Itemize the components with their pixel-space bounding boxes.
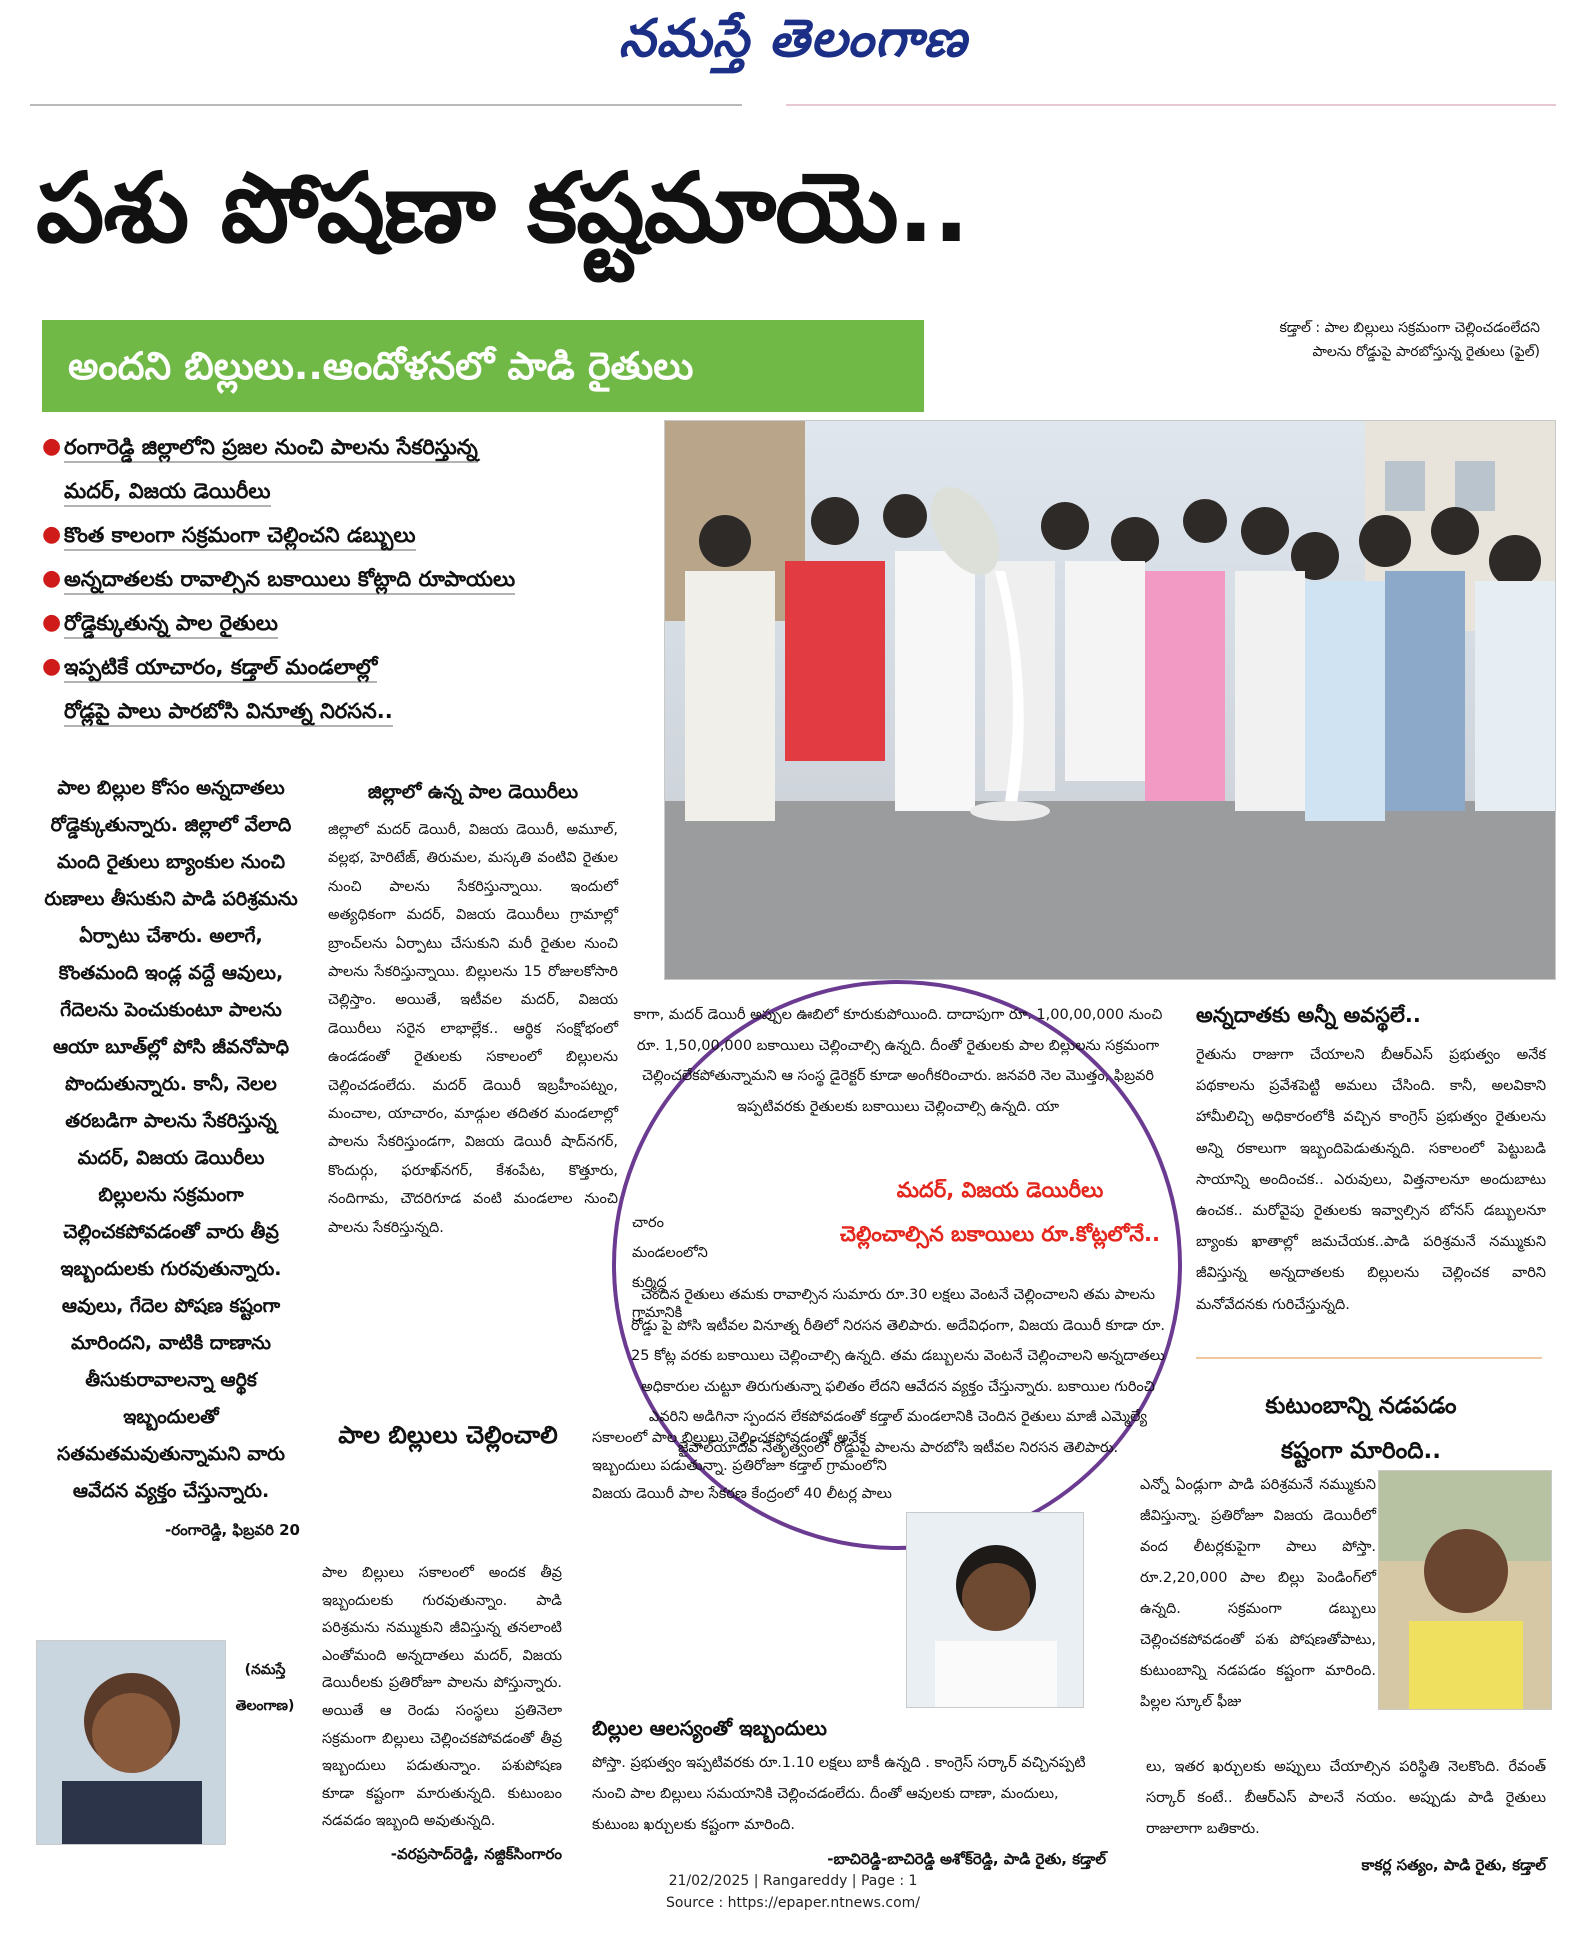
subheadline-banner: అందని బిల్లులు..ఆందోళనలో పాడి రైతులు xyxy=(42,320,924,412)
key-points-list xyxy=(42,428,652,736)
page-footer xyxy=(0,1870,1586,1914)
lead-text: పాల బిల్లుల కోసం అన్నదాతలు రోడ్డెక్కుతున్నారు. జిల్లాలో వేలాది మంది రైతులు బ్యాంకుల నుంచి రుణాలు తీసుకుని పాడి పరిశ్రమను ఏర్పాటు చేశారు. అలాగే, కొంతమంది ఇండ్ల వద్దే ఆవులు, గేదెలను పెంచుకుంటూ పాలను ఆయా బూత్‌ల్లో పోసి జీవనోపాధి పొందుతున్నారు. కానీ, నెలల తరబడిగా పాలను సేకరిస్తున్న మదర్, విజయ డెయిరీలు బిల్లులను సక్రమంగా చెల్లించకపోవడంతో వారు తీవ్ర ఇబ్బందులకు గురవుతున్నారు. ఆవులు, గేదెల పోషణ కష్టంగా మారిందని, వాటికి దాణాను తీసుకురావాలన్నా ఆర్థిక ఇబ్బందులతో సతమతమవుతున్నామని వారు ఆవేదన వ్యక్తం చేస్తున్నారు. xyxy=(44,777,298,1502)
dateline: -రంగారెడ్డి, ఫిబ్రవరి 20 xyxy=(164,1521,300,1539)
family-byline: కాకర్ల సత్యం, పాడి రైతు, కడ్తాల్ xyxy=(1361,1856,1546,1874)
masthead-rule-right xyxy=(786,104,1556,106)
bullet-icon: ● xyxy=(42,610,62,635)
key-point: ● రంగారెడ్డి జిల్లాలోని ప్రజల నుంచి పాలను సేకరిస్తున్న xyxy=(42,428,652,466)
bills-section xyxy=(320,1416,576,1476)
photo-caption-line2: పాలను రోడ్డుపై పారబోస్తున్న రైతులు (ఫైల్) xyxy=(1312,344,1540,360)
delay-text-bottom: పోస్తా. ప్రభుత్వం ఇప్పటివరకు రూ.1.10 లక్షలు బాకీ ఉన్నది . కాంగ్రెస్ సర్కార్ వచ్చినప్పటి నుంచి పాల బిల్లులు సమయానికి చెల్లించడంలేదు. దీంతో ఆవులకు దాణా, మందులు, కుటుంబ ఖర్చులకు కష్టంగా మారింది. -బాచిరెడ్డి-బాచిరెడ్డి అశోక్‌రెడ్డి, పాడి రైతు, కడ్తాల్ xyxy=(592,1748,1106,1873)
masthead-rule-left xyxy=(30,104,742,106)
delay-byline: -బాచిరెడ్డి-బాచిరెడ్డి అశోక్‌రెడ్డి, పాడి రైతు, కడ్తాల్ xyxy=(827,1850,1106,1868)
key-point: ● ఇప్పటికే యాచారం, కడ్తాల్ మండలాల్లో xyxy=(42,648,652,686)
photo-caption-line1: కడ్తాల్ : పాల బిల్లులు సక్రమంగా చెల్లించడంలేదని xyxy=(1279,320,1540,336)
dairies-heading: జిల్లాలో ఉన్న పాల డెయిరీలు xyxy=(367,781,579,803)
reporter-photo xyxy=(36,1640,226,1845)
circle-side-text: చారం మండలంలోని కుర్మిద్ద గ్రామానికి xyxy=(632,1215,708,1321)
section-divider xyxy=(1196,1357,1542,1359)
farmer-photo xyxy=(1378,1470,1552,1710)
circle-text-bottom: చెందిన రైతులు తమకు రావాల్సిన సుమారు రూ.30 లక్షలు వెంటనే చెల్లించాలని తమ పాలను రోడ్డు పై పోసి ఇటీవల వినూత్న రీతిలో నిరసన తెలిపారు. అదేవిధంగా, విజయ డెయిరీ కూడా రూ. 25 కోట్ల వరకు బకాయిలు చెల్లించాల్సి ఉన్నది. తమ డబ్బులను వెంటనే చెల్లించాలని అన్నదాతలు అధికారుల చుట్టూ తిరుగుతున్నా ఫలితం లేదని ఆవేదన వ్యక్తం చేస్తున్నారు. బకాయిల గురించి ఎవరిని అడిగినా స్పందన లేకపోవడంతో కడ్తాల్ మండలానికి చెందిన రైతులు మాజీ ఎమ్మెల్యే జైపాల్‌యాదవ్ నేతృత్వంలో రోడ్డుపై పాలను పారబోసి ఇటీవల నిరసన తెలిపారు. xyxy=(630,1287,1166,1456)
circle-highlight: మదర్, విజయ డెయిరీలు చెల్లించాల్సిన బకాయిలు రూ.కోట్లలోనే.. xyxy=(840,1178,1160,1246)
headline: పశు పోషణా కష్టమాయె.. xyxy=(36,152,969,264)
bullet-icon: ● xyxy=(42,654,62,679)
dairies-text: జిల్లాలో మదర్ డెయిరీ, విజయ డెయిరీ, అమూల్, వల్లభ, హెరిటేజ్, తిరుమల, మస్కతి వంటివి రైతుల నుంచి పాలను సేకరిస్తున్నాయి. ఇందులో అత్యధికంగా మదర్, విజయ డెయిరీలు గ్రామాల్లో బ్రాంచ్‌లను ఏర్పాటు చేసుకుని మరీ రైతుల నుంచి పాలను సేకరిస్తున్నాయి. బిల్లులను 15 రోజులకోసారి చెల్లిస్తాం. అయితే, ఇటీవల మదర్, విజయ డెయిరీలు సరైన లాభాల్లేక.. ఆర్థిక సంక్షోభంలో ఉండడంతో రైతులకు సకాలంలో బిల్లులను చెల్లించడంలేదు. మదర్ డెయిరీ ఇబ్రహీంపట్నం, మంచాల, యాచారం, మాడ్గుల తదితర మండలాల్లో పాలను సేకరిస్తుండగా, విజయ డెయిరీ షాద్‌నగర్, కొందుర్గు, ఫరూఖ్‌నగర్, కేశంపేట, కొత్తూరు, నందిగామ, చౌదరిగూడ వంటి మండలాల నుంచి పాలను సేకరిస్తున్నది. xyxy=(328,822,618,1236)
farmers-trouble-heading: అన్నదాతకు అన్నీ అవస్థలే.. xyxy=(1196,1003,1421,1027)
protest-photo xyxy=(664,420,1556,980)
footer-source: Source : https://epaper.ntnews.com/ xyxy=(665,1895,921,1911)
farmer-ashok-photo xyxy=(906,1512,1084,1708)
delay-heading: బిల్లుల ఆలస్యంతో ఇబ్బందులు xyxy=(592,1716,827,1740)
bills-text: పాల బిల్లులు సకాలంలో అందక తీవ్ర ఇబ్బందులకు గురవుతున్నాం. పాడి పరిశ్రమను నమ్ముకుని జీవిస్తున్న తనలాంటి ఎంతోమంది అన్నదాతలు మదర్, విజయ డెయిరీలకు ప్రతిరోజూ పాలను పోస్తున్నారు. అయితే ఆ రెండు సంస్థలు ప్రతినెలా సక్రమంగా బిల్లులు చెల్లించకపోవడంతో తీవ్ర ఇబ్బందులు పడుతున్నాం. పశుపోషణ కూడా కష్టంగా మారుతున్నది. కుటుంబం నడవడం ఇబ్బంది అవుతున్నది. xyxy=(322,1565,562,1830)
key-point: ● రోడ్డెక్కుతున్న పాల రైతులు xyxy=(42,604,652,642)
family-heading: కుటుంబాన్ని నడపడం కష్టంగా మారింది.. xyxy=(1265,1393,1457,1464)
family-text-narrow: ఎన్నో ఏండ్లుగా పాడి పరిశ్రమనే నమ్ముకుని జీవిస్తున్నా. ప్రతిరోజూ విజయ డెయిరీలో వంద లీటర్లకుపైగా పాలు పోస్తా. రూ.2,20,000 పాల బిల్లు పెండింగ్‌లో ఉన్నది. సక్రమంగా డబ్బులు చెల్లించకపోవడంతో పశు పోషణతోపాటు, కుటుంబాన్ని నడపడం కష్టంగా మారింది. పిల్లల స్కూల్ ఫీజు xyxy=(1140,1477,1376,1710)
key-point: ● అన్నదాతలకు రావాల్సిన బకాయిలు కోట్లాది రూపాయలు xyxy=(42,560,652,598)
bullet-icon: ● xyxy=(42,434,62,459)
key-point: మదర్, విజయ డెయిరీలు xyxy=(42,472,652,510)
bills-heading: పాల బిల్లులు చెల్లించాలి xyxy=(338,1421,558,1449)
bullet-icon: ● xyxy=(42,522,62,547)
bullet-icon: ● xyxy=(42,566,62,591)
bills-body xyxy=(322,1560,562,1868)
dairies-section xyxy=(328,778,618,1242)
key-point: ● కొంత కాలంగా సక్రమంగా చెల్లించని డబ్బులు xyxy=(42,516,652,554)
masthead-title: నమస్తే తెలంగాణ xyxy=(618,8,968,69)
footer-date-edition: 21/02/2025 | Rangareddy | Page : 1 xyxy=(668,1873,918,1889)
farmers-trouble-section xyxy=(1196,1000,1546,1321)
family-text-full: లు, ఇతర ఖర్చులకు అప్పులు చేయాల్సిన పరిస్థితి నెలకొంది. రేవంత్ సర్కార్ కంటే.. బీఆర్‌ఎస్ పాలనే నయం. అప్పుడు పాడి రైతులు రాజులాగా బతికారు. కాకర్ల సత్యం, పాడి రైతు, కడ్తాల్ xyxy=(1146,1752,1546,1879)
photo-caption xyxy=(1092,316,1540,364)
farmers-trouble-text: రైతును రాజుగా చేయాలని బీఆర్‌ఎస్ ప్రభుత్వం అనేక పథకాలను ప్రవేశపెట్టి అమలు చేసింది. కానీ, అలవికాని హామీలిచ్చి అధికారంలోకి వచ్చిన కాంగ్రెస్ ప్రభుత్వం రైతులను అన్ని రకాలుగా ఇబ్బందిపెడుతున్నది. సకాలంలో పెట్టుబడి సాయాన్ని అందించక.. ఎరువులు, విత్తనాలనూ అందుబాటు ఉంచక.. మరోవైపు రైతులకు ఇవ్వాల్సిన బోనస్ డబ్బులనూ బ్యాంకు ఖాతాల్లో జమచేయక..పాడి పరిశ్రమనే నమ్ముకుని జీవిస్తున్న అన్నదాతలకు బిల్లులను చెల్లించక వారిని మనోవేదనకు గురిచేస్తున్నది. xyxy=(1196,1047,1546,1313)
credit-tag: (నమస్తే తెలంగాణ) xyxy=(235,1662,295,1714)
circle-text-top: కాగా, మదర్ డెయిరీ అప్పుల ఊబిలో కూరుకుపోయింది. దాదాపుగా రూ. 1,00,00,000 నుంచి రూ. 1,50,00,000 బకాయిలు చెల్లించాల్సి ఉన్నది. దీంతో రైతులకు పాల బిల్లులను సక్రమంగా చెల్లించలేకపోతున్నామని ఆ సంస్థ డైరెక్టర్ కూడా అంగీకరించారు. జనవరి నెల మొత్తం, ఫిబ్రవరి ఇప్పటివరకు రైతులకు బకాయిలు చెల్లించాల్సి ఉన్నది. యా xyxy=(633,1007,1163,1115)
delay-text-top: సకాలంలో పాల బిల్లులు చెల్లించకపోవడంతో అనేక ఇబ్బందులు పడుతున్నా. ప్రతిరోజూ కడ్తాల్ గ్రామంలోని విజయ డెయిరీ పాల సేకరణ కేంద్రంలో 40 లీటర్ల పాలు xyxy=(592,1430,892,1502)
bills-byline: -వరప్రసాద్‌రెడ్డి, నజ్దిక్‌సింగారం xyxy=(390,1844,562,1863)
key-point: రోడ్లపై పాలు పారబోసి వినూత్న నిరసన.. xyxy=(42,692,652,730)
